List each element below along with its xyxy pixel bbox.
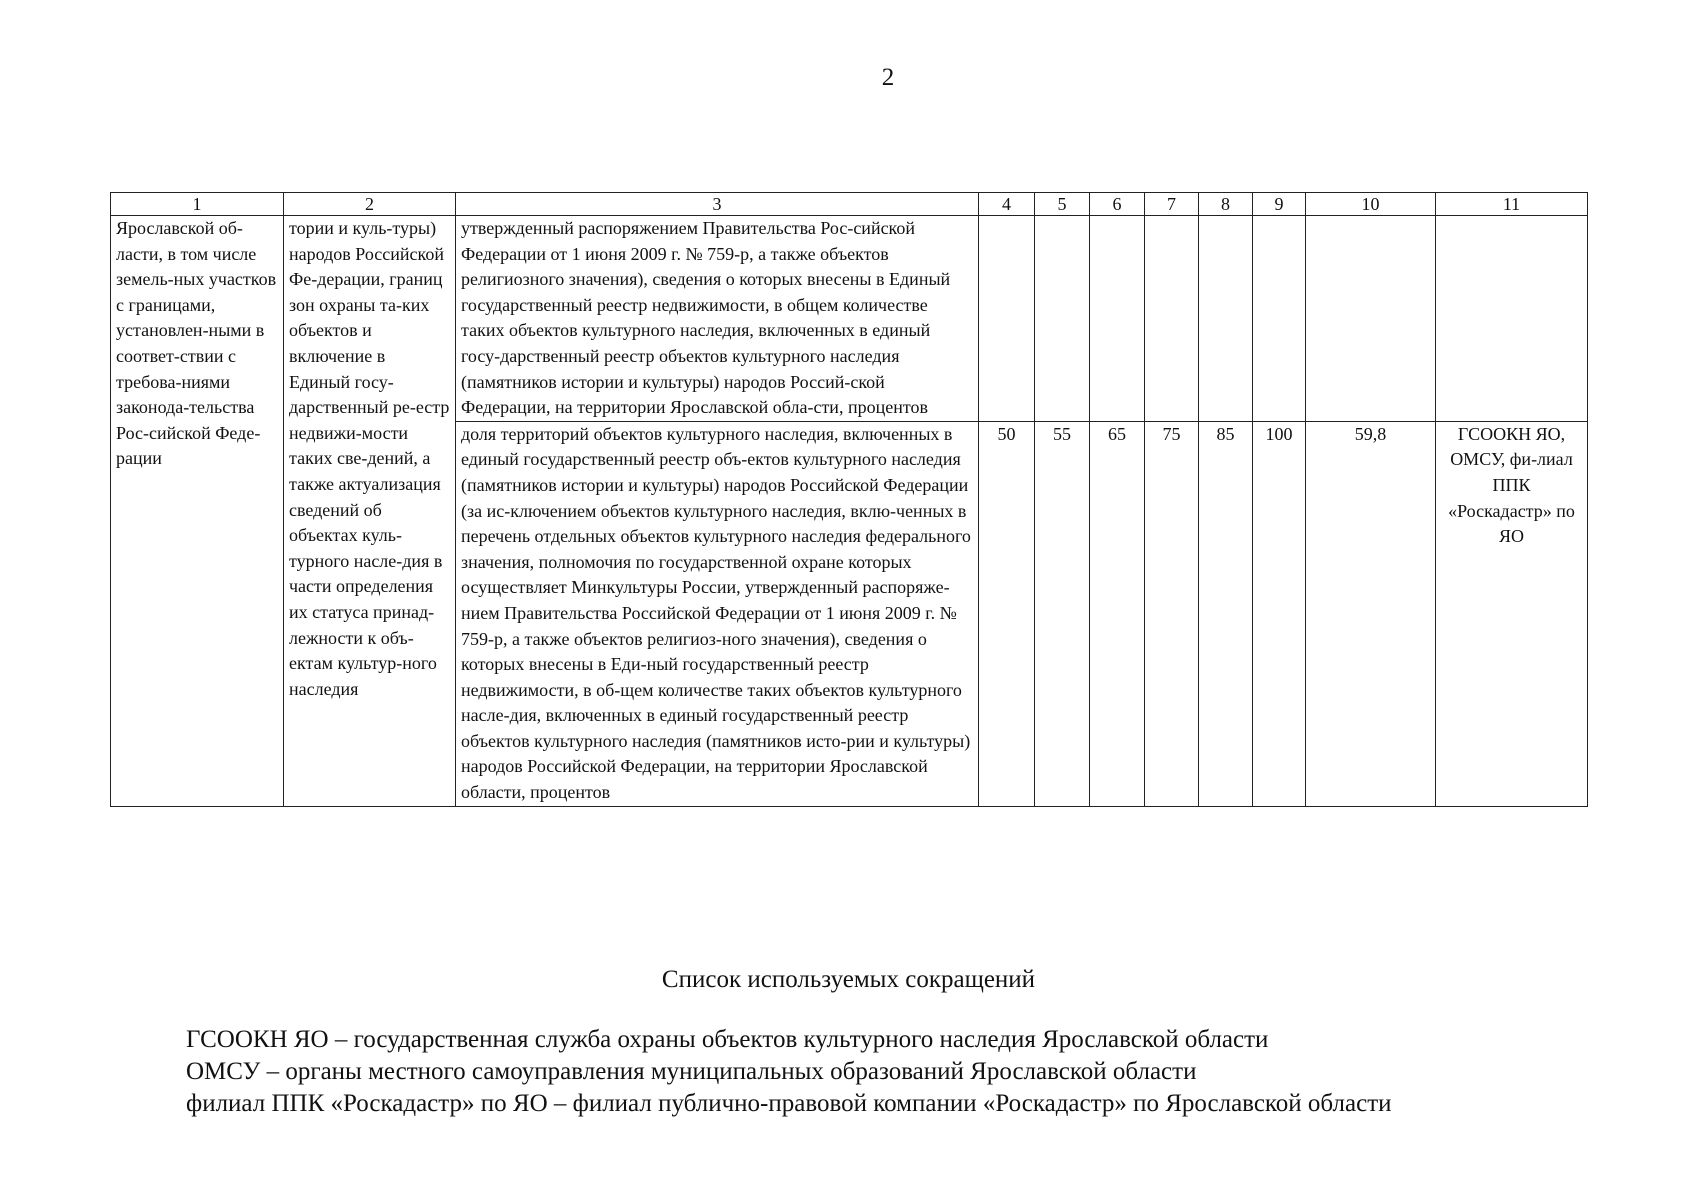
value-cell xyxy=(1306,216,1436,422)
abbreviation-item: ОМСУ – органы местного самоуправления муниципальных образований Ярославской области xyxy=(186,1058,1197,1085)
header-cell: 8 xyxy=(1199,193,1253,216)
value-cell xyxy=(1145,216,1199,422)
indicator-cell: утвержденный распоряжением Правительства Рос-сийской Федерации от 1 июня 2009 г. № 759-р, а также объектов религиозного значения), сведения о которых внесены в Единый государственный реестр недвижимости, в общем количестве таких объектов культурного наследия, включенных в единый госу-дарственный реестр объектов культурного наследия (памятников истории и культуры) народов Россий-ской Федерации, на территории Ярославской обла-сти, процентов xyxy=(456,216,979,422)
page-number: 2 xyxy=(881,64,895,91)
responsible-cell: ГСООКН ЯО, ОМСУ, фи-лиал ППК «Роскадастр» по ЯО xyxy=(1436,421,1588,806)
value-cell xyxy=(1253,216,1306,422)
abbreviations-title: Список используемых сокращений xyxy=(661,966,1036,993)
responsible-cell xyxy=(1436,216,1588,422)
header-row xyxy=(111,193,1588,216)
header-cell: 10 xyxy=(1306,193,1436,216)
abbreviation-item: ГСООКН ЯО – государственная служба охраны объектов культурного наследия Ярославской области xyxy=(186,1026,1269,1053)
value-cell: 85 xyxy=(1199,421,1253,806)
header-cell: 3 xyxy=(456,193,979,216)
header-cell: 9 xyxy=(1253,193,1306,216)
value-cell: 75 xyxy=(1145,421,1199,806)
value-cell xyxy=(1199,216,1253,422)
area-cell: Ярославской об-ласти, в том числе земель-ных участков с границами, установлен-ными в соответ-ствии с требова-ниями законода-тельства Рос-сийской Феде-рации xyxy=(111,216,284,807)
table-row xyxy=(111,216,1588,422)
indicators-table xyxy=(110,192,1588,807)
value-cell: 65 xyxy=(1090,421,1145,806)
value-cell: 50 xyxy=(979,421,1035,806)
abbreviation-item: филиал ППК «Роскадастр» по ЯО – филиал публично-правовой компании «Роскадастр» по Ярославской области xyxy=(186,1090,1392,1117)
header-cell: 2 xyxy=(284,193,456,216)
header-cell: 1 xyxy=(111,193,284,216)
header-cell: 7 xyxy=(1145,193,1199,216)
value-cell xyxy=(979,216,1035,422)
value-cell: 100 xyxy=(1253,421,1306,806)
header-cell: 6 xyxy=(1090,193,1145,216)
value-cell xyxy=(1090,216,1145,422)
header-cell: 11 xyxy=(1436,193,1588,216)
task-cell: тории и куль-туры) народов Российской Фе-дерации, границ зон охраны та-ких объектов и включение в Единый госу-дарственный ре-естр недвижи-мости таких све-дений, а также актуализация сведений об объектах куль-турного насле-дия в части определения их статуса принад-лежности к объ-ектам культур-ного наследия xyxy=(284,216,456,807)
value-cell: 55 xyxy=(1035,421,1090,806)
abbreviations-list xyxy=(186,1024,1666,1120)
value-cell xyxy=(1035,216,1090,422)
value-cell: 59,8 xyxy=(1306,421,1436,806)
header-cell: 5 xyxy=(1035,193,1090,216)
header-cell: 4 xyxy=(979,193,1035,216)
indicator-cell: доля территорий объектов культурного наследия, включенных в единый государственный реестр объ-ектов культурного наследия (памятников истории и культуры) народов Российской Федерации (за ис-ключением объектов культурного наследия, вклю-ченных в перечень отдельных объектов культурного наследия федерального значения, полномочия по государственной охране которых осуществляет Минкультуры России, утвержденный распоряже-нием Правительства Российской Федерации от 1 июня 2009 г. № 759-р, а также объектов религиоз-ного значения), сведения о которых внесены в Еди-ный государственный реестр недвижимости, в об-щем количестве таких объектов культурного насле-дия, включенных в единый государственный реестр объектов культурного наследия (памятников исто-рии и культуры) народов Российской Федерации, на территории Ярославской области, процентов xyxy=(456,421,979,806)
